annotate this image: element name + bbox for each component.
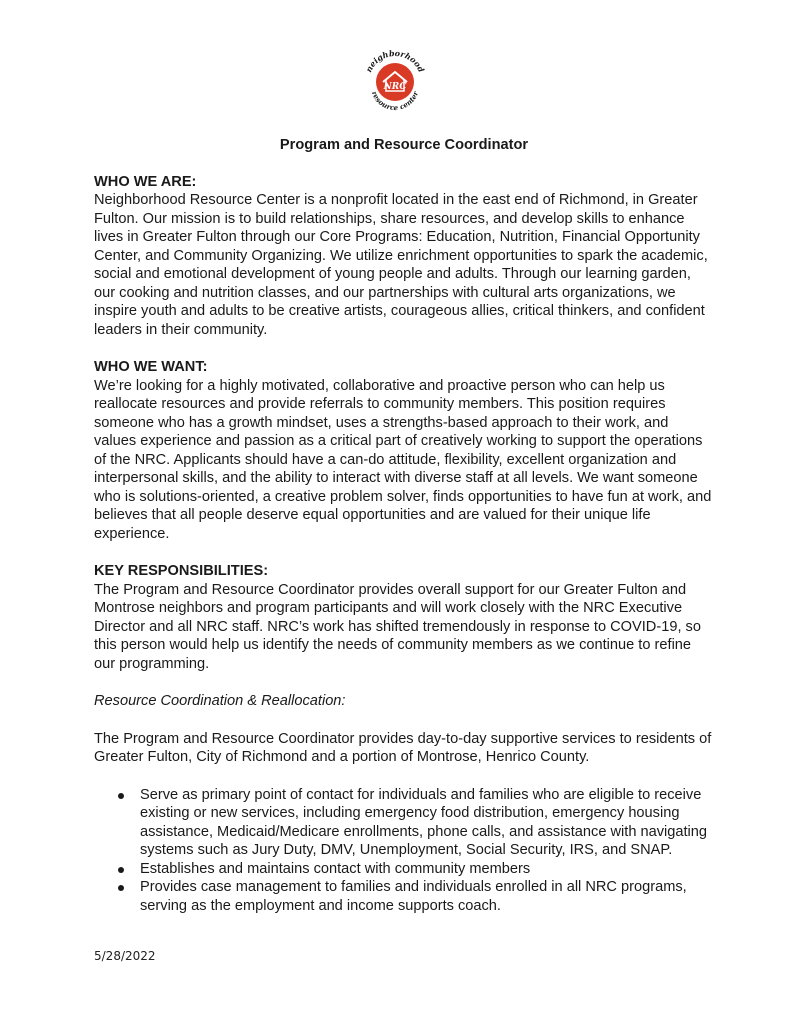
section-heading: KEY RESPONSIBILITIES: [94,563,269,579]
section-paragraph: The Program and Resource Coordinator provides day-to-day supportive services to residents of Greater Fulton, City of Richmond and a portion of Montrose, Henrico County. [94,730,712,765]
spacer [94,543,714,562]
nrc-logo [359,50,431,112]
spacer [94,339,714,358]
list-item [116,860,714,879]
section-who-we-are [94,173,714,340]
section-resource-coordination [94,692,714,915]
section-heading: WHO WE ARE: [94,173,197,190]
section-paragraph: The Program and Resource Coordinator provides overall support for our Greater Fulton and Montrose neighbors and program participants and will work closely with the NRC Executive Director and all NRC staff. NRC’s work has shifted tremendously in response to COVID-19, so this person would help us identify the needs of community members as we continue to refine our programming. [94,581,701,672]
document-title: Program and Resource Coordinator [279,137,529,153]
section-key-responsibilities [94,562,714,673]
footer-date: 5/28/2022 [94,949,156,963]
spacer [94,673,714,692]
section-paragraph: We’re looking for a highly motivated, collaborative and proactive person who can help us reallocate resources and provide referrals to community members. This position requires someone who has a growth mindset, uses a strengths-based approach to their work, and values experience and passion as a critical part of creatively working to support the operations of the NRC. Applicants should have a can-do attitude, flexibility, excellent organization and interpersonal skills, and the ability to interact with diverse staff at all levels. We want someone who is solutions-oriented, a creative problem solver, finds opportunities to have fun at work, and believes that all people deserve equal opportunities and are valued for their unique life experience. [94,377,712,542]
list-item-text: Serve as primary point of contact for individuals and families who are eligible to receive existing or new services, including emergency food distribution, emergency housing assistance, Medicaid/Medicare enrollments, phone calls, and assistance with navigating systems such as Jury Duty, DMV, Unemployment, Social Security, IRS, and SNAP. [140,786,708,858]
logo-center-text: NRC [383,82,407,92]
spacer [94,711,714,730]
logo-top-text: neighborhood [363,50,427,74]
list-item-text: Establishes and maintains contact with community members [140,860,531,877]
spacer [94,767,714,786]
logo-bottom-text: resource center [369,90,421,112]
nrc-logo-icon [359,50,431,112]
responsibilities-list [94,786,714,916]
section-paragraph: Neighborhood Resource Center is a nonprofit located in the east end of Richmond, in Greater Fulton. Our mission is to build relationships, share resources, and develop skills to enhance lives in Greater Fulton through our Core Programs: Education, Nutrition, Financial Opportunity Center, and Community Organizing. We utilize enrichment opportunities to spark the academic, social and emotional development of young people and adults. Through our learning garden, our cooking and nutrition classes, and our partnerships with cultural arts organizations, we inspire youth and adults to be creative artists, courageous allies, critical thinkers, and confident leaders in their community. [94,192,708,338]
section-subheading: Resource Coordination & Reallocation: [94,693,346,709]
list-item-text: Provides case management to families and individuals enrolled in all NRC programs, serving as the employment and income supports coach. [140,879,687,914]
section-who-we-want [94,358,714,543]
document-body [94,134,714,915]
section-heading: WHO WE WANT: [94,359,208,375]
list-item [116,786,714,860]
list-item [116,878,714,915]
